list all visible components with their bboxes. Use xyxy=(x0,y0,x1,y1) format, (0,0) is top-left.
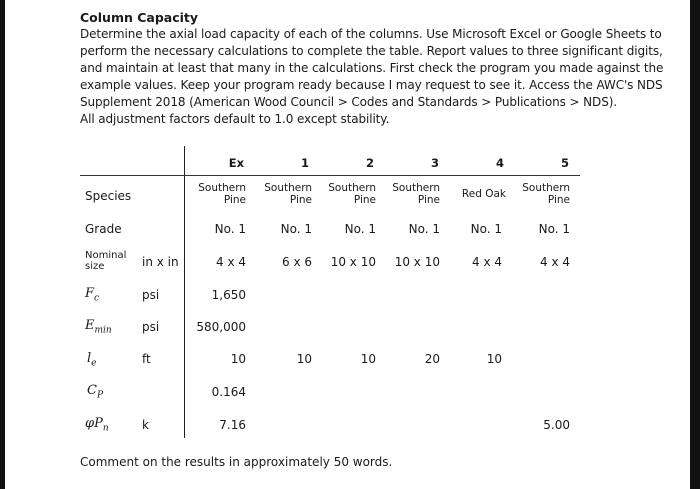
le-cell: 10 xyxy=(296,352,312,366)
species-cell: Red Oak xyxy=(461,188,506,200)
le-subscript: e xyxy=(91,358,97,369)
le-cell: 10 xyxy=(230,352,246,366)
size-cell: 4 x 4 xyxy=(540,255,570,269)
document-body xyxy=(80,10,664,128)
row-label-cp xyxy=(87,383,103,401)
column-header-2: 2 xyxy=(365,156,374,170)
instruction-line: Determine the axial load capacity of each of the columns. Use Microsoft Excel or Google Sheets to xyxy=(80,27,662,41)
emin-subscript: min xyxy=(94,325,112,336)
page-title: Column Capacity xyxy=(80,10,199,25)
phipn-subscript: n xyxy=(102,423,109,434)
grade-cell: No. 1 xyxy=(214,222,246,236)
phipn-value-ex: 7.16 xyxy=(219,418,246,432)
phipn-symbol: φP xyxy=(85,416,103,431)
instructions-paragraph xyxy=(80,26,664,128)
unit-ft: ft xyxy=(142,352,151,366)
species-cell: Southern Pine xyxy=(522,182,570,206)
table-vertical-divider xyxy=(184,146,185,438)
fc-subscript: c xyxy=(94,293,100,304)
le-cell: 10 xyxy=(360,352,376,366)
column-header-1: 1 xyxy=(300,156,309,170)
le-cell: 10 xyxy=(486,352,502,366)
row-label-phi-pn xyxy=(85,416,109,434)
size-cell: 4 x 4 xyxy=(472,255,502,269)
emin-symbol: E xyxy=(85,318,95,333)
size-cell: 4 x 4 xyxy=(216,255,246,269)
grade-cell: No. 1 xyxy=(344,222,376,236)
species-cell: Southern Pine xyxy=(198,182,246,206)
species-cell: Southern Pine xyxy=(264,182,312,206)
column-header-5: 5 xyxy=(560,156,569,170)
table-header-divider xyxy=(80,175,580,176)
comment-prompt: Comment on the results in approximately 50 words. xyxy=(80,455,393,469)
row-label-nominal-size: Nominal size xyxy=(85,250,127,272)
grade-cell: No. 1 xyxy=(408,222,440,236)
species-cell: Southern Pine xyxy=(392,182,440,206)
instruction-line: perform the necessary calculations to complete the table. Report values to three significant digits, xyxy=(80,44,663,58)
instruction-line: example values. Keep your program ready because I may request to see it. Access the AWC's NDS xyxy=(80,78,663,92)
size-cell: 10 x 10 xyxy=(330,255,376,269)
right-edge-bar xyxy=(690,0,700,489)
grade-cell: No. 1 xyxy=(280,222,312,236)
species-cell: Southern Pine xyxy=(328,182,376,206)
unit-psi: psi xyxy=(142,288,160,302)
unit-psi: psi xyxy=(142,320,160,334)
grade-cell: No. 1 xyxy=(538,222,570,236)
cp-value-ex: 0.164 xyxy=(211,385,246,399)
row-label-species: Species xyxy=(85,189,132,203)
unit-in-x-in: in x in xyxy=(142,255,179,269)
row-label-le xyxy=(87,351,97,369)
instruction-line: and maintain at least that many in the calculations. First check the program you made against the xyxy=(80,61,664,75)
row-label-emin xyxy=(85,318,112,336)
column-header-ex: Ex xyxy=(228,156,244,170)
cp-symbol: C xyxy=(87,383,97,398)
row-label-grade: Grade xyxy=(85,222,122,236)
le-cell: 20 xyxy=(424,352,440,366)
row-label-fc: $F_c$ xyxy=(85,286,100,304)
instruction-line: All adjustment factors default to 1.0 except stability. xyxy=(80,112,390,126)
unit-k: k xyxy=(142,418,149,432)
emin-value-ex: 580,000 xyxy=(196,320,246,334)
column-header-4: 4 xyxy=(495,156,504,170)
fc-value-ex: 1,650 xyxy=(211,288,246,302)
left-edge-bar xyxy=(0,0,5,489)
cp-subscript: P xyxy=(96,390,104,401)
size-cell: 10 x 10 xyxy=(394,255,440,269)
le-symbol: l xyxy=(87,351,92,366)
instruction-line: Supplement 2018 (American Wood Council > Codes and Standards > Publications > NDS). xyxy=(80,95,618,109)
column-header-3: 3 xyxy=(430,156,439,170)
grade-cell: No. 1 xyxy=(470,222,502,236)
size-cell: 6 x 6 xyxy=(282,255,312,269)
phipn-value-5: 5.00 xyxy=(543,418,570,432)
